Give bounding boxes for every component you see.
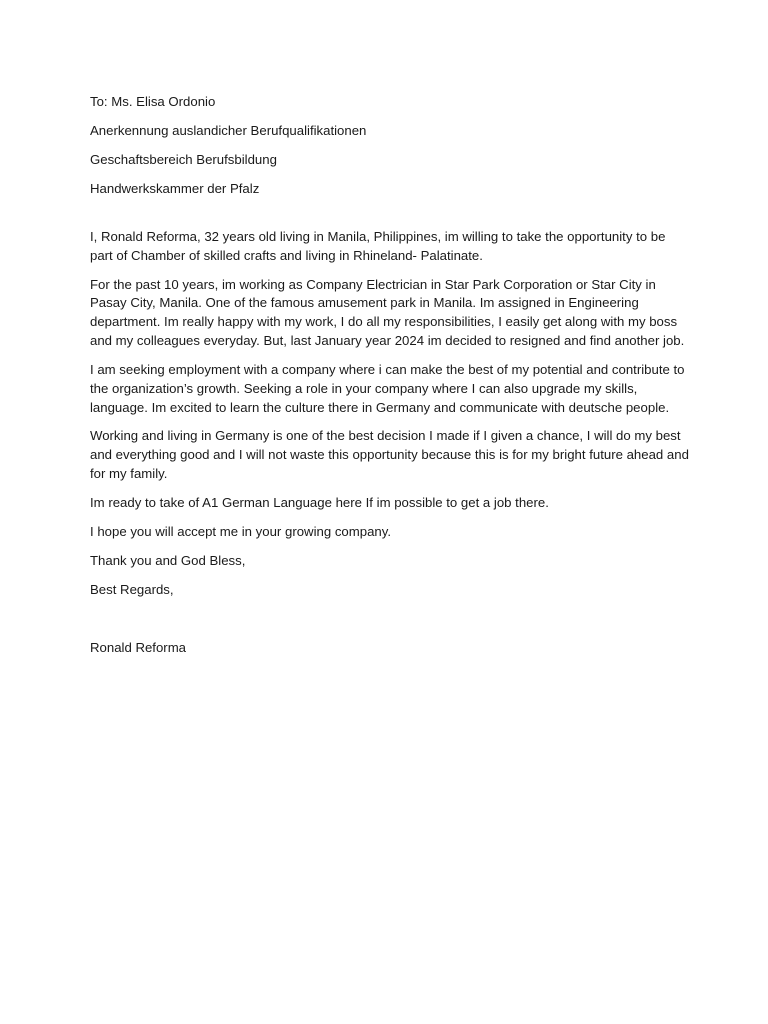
- closing-regards: Best Regards,: [90, 582, 174, 598]
- recipient-address: [90, 93, 690, 199]
- paragraph-germany-motivation: Working and living in Germany is one of the best decision I made if I given a chance, I will do my best and everything good and I will not waste this opportunity because this is for my bright future ahead and for my family.: [90, 428, 689, 482]
- recipient-department-line: Anerkennung auslandicher Berufqualifikationen: [90, 122, 367, 138]
- signature-name: Ronald Reforma: [90, 640, 187, 655]
- paragraph-language-readiness: Im ready to take of A1 German Language here If im possible to get a job there.: [90, 495, 549, 511]
- recipient-organization-line: Handwerkskammer der Pfalz: [90, 180, 260, 196]
- paragraph-career-goals: I am seeking employment with a company where i can make the best of my potential and contribute to the organization’s growth. Seeking a role in your company where I can also upgrade my skills, language. Im excited to learn the culture there in Germany and communicate with deutsche people.: [90, 361, 685, 415]
- paragraph-work-experience: For the past 10 years, im working as Company Electrician in Star Park Corporation or Star City in Pasay City, Manila. One of the famous amusement park in Manila. Im assigned in Engineering department. Im really happy with my work, I do all my responsibilities, I easily get along with my boss and my colleagues everyday. But, last January year 2024 im decided to resigned and find another job.: [90, 276, 685, 348]
- recipient-division-line: Geschaftsbereich Berufsbildung: [90, 151, 277, 167]
- recipient-to-line: To: Ms. Elisa Ordonio: [90, 94, 216, 109]
- closing-thanks: Thank you and God Bless,: [90, 553, 246, 569]
- letter-body: [90, 93, 690, 658]
- paragraph-introduction: I, Ronald Reforma, 32 years old living in Manila, Philippines, im willing to take the opportunity to be part of Chamber of skilled crafts and living in Rhineland- Palatinate.: [90, 228, 666, 263]
- paragraph-acceptance-hope: I hope you will accept me in your growing company.: [90, 524, 392, 540]
- signature-spacer: [90, 610, 690, 639]
